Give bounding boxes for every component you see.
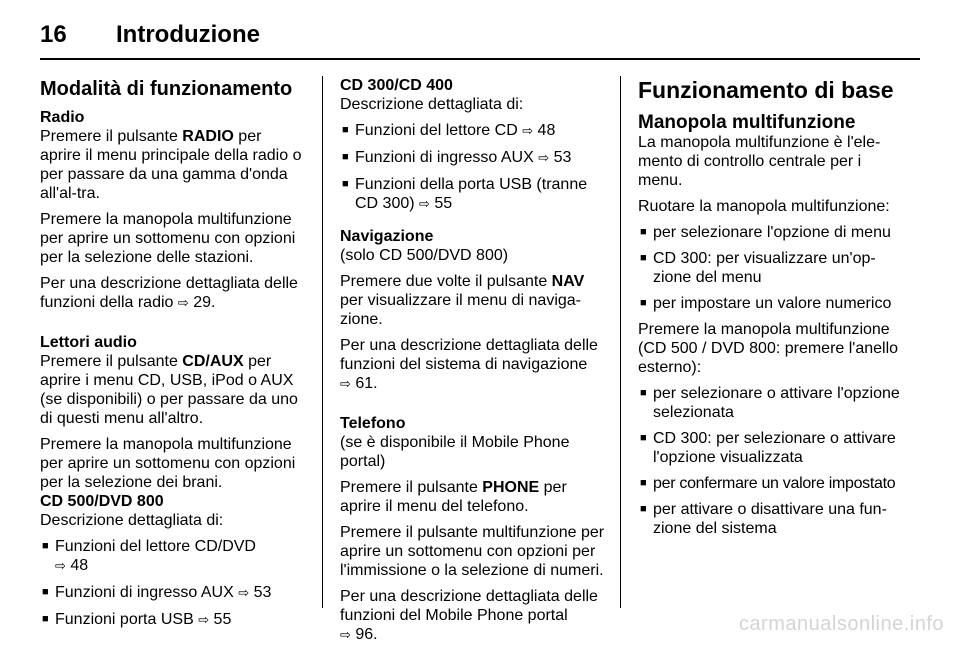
page-ref[interactable]: 29. [193, 294, 216, 311]
cdaux-button-label: CD/AUX [182, 353, 244, 370]
list-item: ■ CD 300: per selezionare o attivare l'opzione visualizzata [638, 429, 903, 467]
radio-paragraph-2: Premere la manopola multifunzione per aprire un sottomenu con opzioni per la selezione delle stazioni. [40, 211, 296, 266]
page-ref[interactable]: 61. [355, 375, 378, 392]
list-item: ■ per selezionare l'opzione di menu [638, 223, 903, 242]
list-item: ■ Funzioni di ingresso AUX ⇨ 53 [40, 583, 305, 603]
section-title-funzionamento: Funzionamento di base [638, 77, 894, 103]
page-ref[interactable]: 48 [537, 122, 556, 139]
ref-arrow-icon: ⇨ [522, 124, 534, 139]
tel-paragraph-2: Premere il pulsante PHONE per aprire il menu del telefono. [340, 479, 567, 515]
lettori-paragraph-2: Premere la manopola multifunzione per aprire un sottomenu con opzioni per la selezione dei brani. [40, 436, 296, 491]
list-item: ■ per impostare un valore numerico [638, 294, 903, 313]
list-item: ■ Funzioni del lettore CD ⇨ 48 [340, 121, 605, 141]
heading-lettori-audio: Lettori audio [40, 334, 137, 351]
nav-paragraph-1: (solo CD 500/DVD 800) [340, 247, 509, 264]
page-ref[interactable]: 53 [253, 584, 272, 601]
page-ref[interactable]: 53 [553, 149, 572, 166]
list-item: ■ CD 300: per visualizzare un'op-zione del menu [638, 249, 903, 287]
manopola-paragraph-3: Premere la manopola multifunzione (CD 500 / DVD 800: premere l'anello esterno): [638, 321, 899, 376]
heading-telefono: Telefono [340, 415, 406, 432]
cd300-list [340, 121, 605, 214]
heading-navigazione: Navigazione [340, 228, 434, 245]
list-item: ■ per confermare un valore impostato [638, 474, 903, 493]
nav-paragraph-2: Premere due volte il pulsante NAV per visualizzare il menu di naviga-zione. [340, 273, 585, 328]
ref-arrow-icon: ⇨ [340, 628, 351, 643]
column-divider [322, 76, 323, 608]
page-ref[interactable]: 48 [70, 557, 89, 574]
list-item: ■ Funzioni del lettore CD/DVD ⇨ 48 [40, 537, 305, 576]
page-ref[interactable]: 96. [355, 626, 378, 643]
tel-paragraph-4: Per una descrizione dettagliata delle funzioni del Mobile Phone portal ⇨ 96. [340, 588, 598, 643]
lettori-paragraph-1: Premere il pulsante CD/AUX per aprire i menu CD, USB, iPod o AUX (se disponibili) o per passare da uno di questi menu all'altro. [40, 353, 298, 427]
cd500-desc: Descrizione dettagliata di: [40, 512, 224, 529]
page-ref[interactable]: 55 [434, 195, 453, 212]
radio-paragraph-1: Premere il pulsante RADIO per aprire il menu principale della radio o per passare da una gamma d'onda all'al-tra. [40, 128, 302, 202]
column-2 [340, 76, 605, 652]
ref-arrow-icon: ⇨ [177, 296, 189, 311]
manopola-paragraph-1: La manopola multifunzione è l'ele-mento di controllo centrale per i menu. [638, 134, 881, 189]
radio-paragraph-3: Per una descrizione dettagliata delle funzioni della radio ⇨ 29. [40, 275, 298, 311]
tel-paragraph-3: Premere il pulsante multifunzione per aprire un sottomenu con opzioni per l'immissione o la selezione di numeri. [340, 524, 605, 579]
ref-arrow-icon: ⇨ [419, 197, 430, 212]
page-ref[interactable]: 55 [213, 611, 232, 628]
radio-button-label: RADIO [182, 128, 234, 145]
cd300-desc: Descrizione dettagliata di: [340, 96, 524, 113]
heading-radio: Radio [40, 109, 85, 126]
page-number: 16 [40, 21, 67, 48]
rotate-list [638, 223, 903, 313]
phone-button-label: PHONE [482, 479, 540, 496]
ref-arrow-icon: ⇨ [340, 377, 351, 392]
ref-arrow-icon: ⇨ [55, 559, 66, 574]
nav-paragraph-3: Per una descrizione dettagliata delle funzioni del sistema di navigazione ⇨ 61. [340, 337, 598, 392]
watermark: carmanualsonline.info [738, 613, 944, 635]
cd500-list [40, 537, 305, 630]
column-divider [620, 76, 621, 608]
column-3 [638, 76, 903, 545]
column-1 [40, 76, 305, 637]
tel-paragraph-1: (se è disponibile il Mobile Phone portal) [340, 434, 570, 470]
list-item: ■ per selezionare o attivare l'opzione selezionata [638, 384, 903, 422]
heading-cd500: CD 500/DVD 800 [40, 493, 164, 510]
header-rule [40, 58, 920, 60]
manopola-paragraph-2: Ruotare la manopola multifunzione: [638, 198, 890, 215]
press-list [638, 384, 903, 538]
list-item: ■ Funzioni porta USB ⇨ 55 [40, 610, 305, 630]
chapter-title: Introduzione [116, 21, 260, 48]
list-item: ■ Funzioni di ingresso AUX ⇨ 53 [340, 148, 605, 168]
section-title-modalita: Modalità di funzionamento [40, 78, 293, 100]
ref-arrow-icon: ⇨ [198, 613, 210, 628]
list-item: ■ Funzioni della porta USB (tranne CD 300) ⇨ 55 [340, 175, 605, 214]
heading-cd300: CD 300/CD 400 [340, 77, 453, 94]
page-header [40, 18, 260, 52]
subtitle-manopola: Manopola multifunzione [638, 112, 856, 133]
ref-arrow-icon: ⇨ [538, 151, 550, 166]
list-item: ■ per attivare o disattivare una fun-zione del sistema [638, 500, 903, 538]
nav-button-label: NAV [551, 273, 585, 290]
ref-arrow-icon: ⇨ [238, 586, 250, 601]
